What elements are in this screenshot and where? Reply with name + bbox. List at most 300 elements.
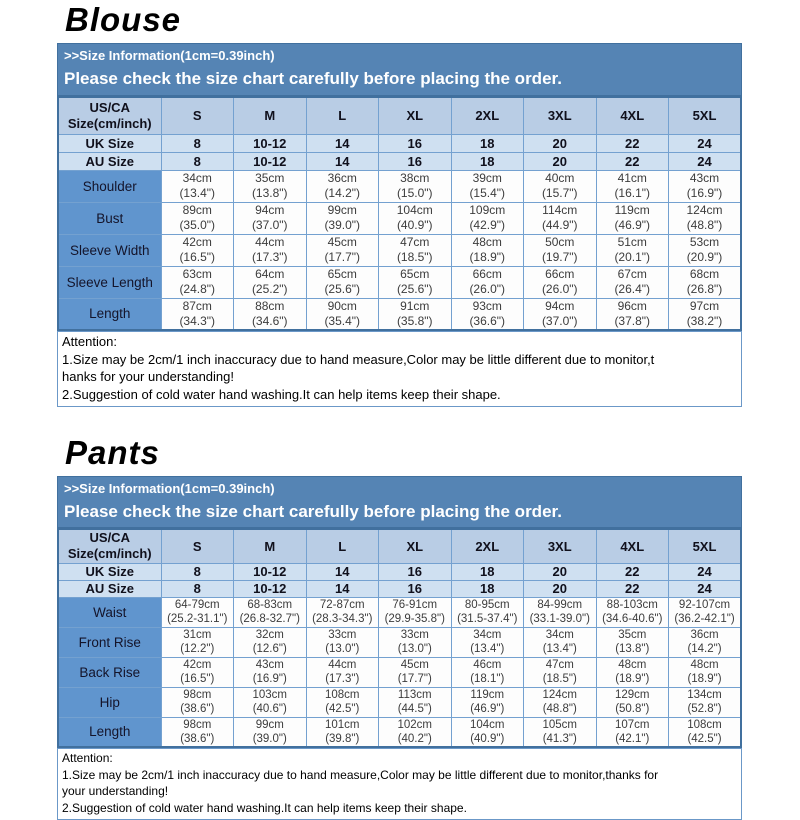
measurement-cell — [596, 170, 669, 202]
value-cm: 43cm — [689, 171, 720, 185]
value-inch: (37.0") — [251, 218, 288, 232]
measurement-cell — [669, 687, 742, 717]
size-header-cell: 3XL — [524, 97, 597, 134]
measurement-cell — [379, 234, 452, 266]
corner-header-line: Size(cm/inch) — [67, 546, 152, 562]
value-inch: (16.1") — [614, 186, 651, 200]
size-number-cell: 22 — [596, 134, 669, 152]
size-header-cell: 3XL — [524, 529, 597, 563]
size-header-cell: XL — [379, 97, 452, 134]
value-inch: (18.5") — [396, 250, 433, 264]
pants-section — [57, 434, 742, 820]
size-number-cell: 14 — [306, 152, 379, 170]
attention-line: Attention: — [62, 751, 113, 765]
value-inch: (33.1-39.0") — [529, 613, 590, 625]
value-inch: (18.9") — [687, 673, 722, 685]
attention-line: Attention: — [62, 334, 117, 349]
value-inch: (18.1") — [470, 673, 505, 685]
row-label: Front Rise — [58, 627, 161, 657]
value-inch: (26.0") — [541, 282, 578, 296]
measurement-row — [58, 298, 741, 330]
pants-size-table — [57, 528, 742, 748]
size-number-cell: 16 — [379, 134, 452, 152]
row-label: AU Size — [58, 580, 161, 597]
measurement-cell — [234, 298, 307, 330]
size-header-cell: 4XL — [596, 529, 669, 563]
value-cm: 34cm — [545, 629, 574, 641]
size-header-cell: 5XL — [669, 529, 742, 563]
measurement-cell — [161, 657, 234, 687]
measurement-cell — [669, 266, 742, 298]
value-cm: 31cm — [183, 629, 212, 641]
size-number-row — [58, 580, 741, 597]
corner-header-line: US/CA — [89, 99, 130, 115]
measurement-cell — [161, 266, 234, 298]
value-cm: 66cm — [472, 267, 502, 281]
measurement-cell — [161, 202, 234, 234]
measurement-cell — [524, 234, 597, 266]
value-inch: (17.3") — [251, 250, 288, 264]
size-number-cell: 18 — [451, 152, 524, 170]
size-number-cell: 14 — [306, 134, 379, 152]
value-cm: 113cm — [397, 689, 432, 701]
value-cm: 47cm — [545, 659, 574, 671]
value-inch: (25.2-31.1") — [167, 613, 228, 625]
size-number-cell: 18 — [451, 580, 524, 597]
size-header-cell: XL — [379, 529, 452, 563]
attention-line: 1.Size may be 2cm/1 inch inaccuracy due to hand measure,Color may be little different due to monitor,thanks for — [62, 767, 659, 782]
measurement-cell — [451, 234, 524, 266]
measurement-cell — [161, 298, 234, 330]
measurement-cell — [524, 627, 597, 657]
value-cm: 63cm — [182, 267, 212, 281]
size-number-cell: 14 — [306, 563, 379, 580]
value-cm: 48cm — [472, 235, 502, 249]
measurement-cell — [306, 298, 379, 330]
attention-line: hanks for your understanding! — [62, 369, 234, 384]
size-header-cell: M — [234, 529, 307, 563]
row-label: Back Rise — [58, 657, 161, 687]
corner-header-cell — [58, 97, 161, 134]
value-cm: 42cm — [182, 235, 212, 249]
measurement-cell — [524, 717, 597, 747]
value-inch: (26.4") — [614, 282, 651, 296]
measurement-cell — [306, 597, 379, 627]
size-header-cell: S — [161, 97, 234, 134]
value-cm: 36cm — [690, 629, 719, 641]
value-inch: (48.8") — [542, 703, 577, 715]
measurement-cell — [596, 717, 669, 747]
value-cm: 64cm — [255, 267, 285, 281]
check-chart-notice: Please check the size chart carefully before placing the order. — [64, 502, 562, 521]
value-cm: 48cm — [690, 659, 719, 671]
value-inch: (16.9") — [686, 186, 723, 200]
value-cm: 99cm — [255, 718, 284, 731]
value-cm: 99cm — [327, 203, 357, 217]
value-cm: 45cm — [400, 659, 429, 671]
value-inch: (46.9") — [470, 703, 505, 715]
measurement-cell — [306, 202, 379, 234]
measurement-cell — [451, 597, 524, 627]
measurement-cell — [524, 597, 597, 627]
value-cm: 91cm — [400, 298, 430, 313]
value-cm: 44cm — [255, 235, 285, 249]
value-cm: 64-79cm — [174, 599, 220, 611]
size-number-cell: 24 — [669, 563, 742, 580]
value-inch: (28.3-34.3") — [312, 613, 373, 625]
blouse-size-table — [57, 96, 742, 331]
measurement-cell — [596, 627, 669, 657]
value-cm: 124cm — [686, 203, 723, 217]
value-inch: (16.9") — [252, 673, 287, 685]
size-header-cell: S — [161, 529, 234, 563]
corner-header-line: US/CA — [89, 530, 130, 546]
value-cm: 94cm — [545, 298, 575, 313]
value-cm: 108cm — [324, 689, 360, 701]
value-cm: 32cm — [255, 629, 284, 641]
size-number-cell: 10-12 — [234, 152, 307, 170]
value-cm: 76-91cm — [392, 599, 438, 611]
size-number-cell: 16 — [379, 580, 452, 597]
size-number-row — [58, 563, 741, 580]
value-cm: 90cm — [327, 298, 357, 313]
measurement-cell — [379, 717, 452, 747]
value-inch: (25.6") — [324, 282, 361, 296]
value-inch: (15.7") — [541, 186, 578, 200]
value-inch: (40.2") — [397, 732, 432, 745]
value-inch: (16.5") — [180, 673, 215, 685]
size-number-cell: 10-12 — [234, 134, 307, 152]
value-inch: (50.8") — [615, 703, 650, 715]
value-cm: 51cm — [617, 235, 647, 249]
value-cm: 44cm — [328, 659, 357, 671]
value-inch: (39.8") — [325, 732, 360, 745]
size-number-cell: 8 — [161, 580, 234, 597]
value-inch: (37.0") — [541, 313, 578, 328]
size-header-cell: 4XL — [596, 97, 669, 134]
value-inch: (13.0") — [325, 643, 360, 655]
value-inch: (14.2") — [687, 643, 722, 655]
value-inch: (26.0") — [469, 282, 506, 296]
measurement-cell — [161, 597, 234, 627]
value-cm: 88-103cm — [606, 599, 658, 611]
value-inch: (36.6") — [469, 313, 506, 328]
value-inch: (18.9") — [469, 250, 506, 264]
value-inch: (19.7") — [541, 250, 578, 264]
size-header-cell: L — [306, 97, 379, 134]
measurement-cell — [524, 687, 597, 717]
value-cm: 34cm — [473, 629, 502, 641]
size-information-label: >>Size Information(1cm=0.39inch) — [64, 481, 275, 496]
value-inch: (52.8") — [687, 703, 722, 715]
measurement-cell — [234, 266, 307, 298]
measurement-cell — [379, 597, 452, 627]
size-number-cell: 20 — [524, 152, 597, 170]
value-inch: (26.8-32.7") — [239, 613, 300, 625]
value-cm: 134cm — [687, 689, 722, 701]
size-header-cell: 5XL — [669, 97, 742, 134]
value-inch: (34.6-40.6") — [602, 613, 663, 625]
value-inch: (35.8") — [396, 313, 433, 328]
measurement-cell — [596, 202, 669, 234]
value-cm: 98cm — [183, 689, 212, 701]
measurement-cell — [451, 687, 524, 717]
value-cm: 93cm — [472, 298, 502, 313]
value-inch: (37.8") — [614, 313, 651, 328]
value-cm: 68-83cm — [247, 599, 293, 611]
value-inch: (36.2-42.1") — [674, 613, 735, 625]
value-cm: 67cm — [617, 267, 647, 281]
value-cm: 104cm — [396, 203, 433, 217]
measurement-cell — [161, 627, 234, 657]
pants-attention-box — [57, 748, 742, 820]
value-cm: 48cm — [618, 659, 647, 671]
value-cm: 102cm — [397, 718, 433, 731]
measurement-row — [58, 202, 741, 234]
value-cm: 65cm — [400, 267, 430, 281]
value-inch: (44.9") — [541, 218, 578, 232]
value-cm: 80-95cm — [464, 599, 510, 611]
measurement-cell — [306, 234, 379, 266]
size-number-cell: 22 — [596, 563, 669, 580]
value-inch: (26.8") — [686, 282, 723, 296]
row-label: Length — [58, 717, 161, 747]
blouse-title: Blouse — [65, 1, 182, 38]
size-number-cell: 16 — [379, 563, 452, 580]
value-cm: 89cm — [182, 203, 212, 217]
row-label: Bust — [58, 202, 161, 234]
value-inch: (14.2") — [324, 186, 361, 200]
value-cm: 33cm — [328, 629, 357, 641]
measurement-cell — [451, 657, 524, 687]
measurement-cell — [451, 627, 524, 657]
size-number-cell: 18 — [451, 134, 524, 152]
value-cm: 42cm — [183, 659, 212, 671]
value-inch: (16.5") — [179, 250, 216, 264]
measurement-cell — [669, 170, 742, 202]
size-header-cell: M — [234, 97, 307, 134]
value-cm: 35cm — [255, 171, 285, 185]
value-cm: 39cm — [472, 171, 502, 185]
measurement-row — [58, 266, 741, 298]
measurement-cell — [161, 170, 234, 202]
measurement-cell — [234, 202, 307, 234]
measurement-cell — [306, 717, 379, 747]
value-cm: 88cm — [255, 298, 285, 313]
size-number-row — [58, 134, 741, 152]
value-cm: 97cm — [689, 298, 720, 313]
measurement-cell — [161, 234, 234, 266]
value-inch: (40.6") — [252, 703, 287, 715]
value-inch: (31.5-37.4") — [457, 613, 518, 625]
corner-header-line: Size(cm/inch) — [67, 115, 152, 131]
measurement-cell — [306, 170, 379, 202]
size-number-cell: 8 — [161, 563, 234, 580]
measurement-cell — [379, 687, 452, 717]
value-cm: 119cm — [614, 203, 650, 217]
row-label: Hip — [58, 687, 161, 717]
size-number-cell: 22 — [596, 152, 669, 170]
value-inch: (29.9-35.8") — [384, 613, 445, 625]
value-cm: 47cm — [400, 235, 430, 249]
value-cm: 104cm — [469, 718, 505, 731]
pants-banner — [57, 476, 742, 528]
check-chart-notice: Please check the size chart carefully before placing the order. — [64, 69, 562, 88]
measurement-cell — [669, 627, 742, 657]
measurement-cell — [451, 170, 524, 202]
value-inch: (15.4") — [469, 186, 506, 200]
attention-line: 2.Suggestion of cold water hand washing.It can help items keep their shape. — [62, 800, 467, 815]
measurement-cell — [379, 202, 452, 234]
value-cm: 124cm — [542, 689, 578, 701]
value-cm: 34cm — [182, 171, 212, 185]
value-cm: 92-107cm — [678, 599, 731, 611]
measurement-cell — [524, 298, 597, 330]
row-label: Sleeve Length — [58, 266, 161, 298]
value-cm: 45cm — [327, 235, 357, 249]
value-inch: (42.9") — [469, 218, 506, 232]
measurement-cell — [234, 657, 307, 687]
value-inch: (39.0") — [252, 732, 287, 745]
row-label: AU Size — [58, 152, 161, 170]
size-number-cell: 22 — [596, 580, 669, 597]
row-label: UK Size — [58, 563, 161, 580]
value-inch: (18.5") — [542, 673, 577, 685]
value-inch: (13.4") — [542, 643, 577, 655]
value-inch: (15.0") — [396, 186, 433, 200]
measurement-cell — [306, 266, 379, 298]
measurement-cell — [306, 627, 379, 657]
size-number-cell: 18 — [451, 563, 524, 580]
value-cm: 38cm — [400, 171, 430, 185]
value-inch: (13.4") — [179, 186, 216, 200]
value-cm: 50cm — [545, 235, 575, 249]
value-inch: (12.6") — [252, 643, 287, 655]
value-inch: (42.5") — [687, 732, 722, 745]
size-number-cell: 20 — [524, 580, 597, 597]
value-cm: 109cm — [469, 203, 506, 217]
value-inch: (12.2") — [180, 643, 215, 655]
value-inch: (20.1") — [614, 250, 651, 264]
value-cm: 46cm — [473, 659, 502, 671]
row-label: Shoulder — [58, 170, 161, 202]
value-cm: 68cm — [689, 267, 720, 281]
measurement-row — [58, 234, 741, 266]
value-inch: (42.5") — [325, 703, 360, 715]
row-label: Waist — [58, 597, 161, 627]
row-label: Length — [58, 298, 161, 330]
measurement-row — [58, 597, 741, 627]
measurement-cell — [306, 687, 379, 717]
value-inch: (41.3") — [542, 732, 577, 745]
measurement-cell — [669, 298, 742, 330]
value-inch: (38.6") — [180, 703, 215, 715]
corner-header-cell — [58, 529, 161, 563]
measurement-cell — [596, 266, 669, 298]
measurement-cell — [524, 657, 597, 687]
value-cm: 72-87cm — [319, 599, 365, 611]
measurement-cell — [379, 170, 452, 202]
value-cm: 119cm — [470, 689, 505, 701]
value-inch: (17.7") — [324, 250, 361, 264]
value-inch: (46.9") — [614, 218, 651, 232]
measurement-cell — [234, 687, 307, 717]
value-inch: (25.6") — [396, 282, 433, 296]
measurement-cell — [161, 717, 234, 747]
size-number-row — [58, 152, 741, 170]
measurement-row — [58, 687, 741, 717]
row-label: Sleeve Width — [58, 234, 161, 266]
measurement-cell — [306, 657, 379, 687]
value-inch: (34.3") — [179, 313, 216, 328]
value-cm: 101cm — [324, 718, 360, 731]
measurement-cell — [379, 657, 452, 687]
value-cm: 84-99cm — [537, 599, 583, 611]
value-inch: (13.0") — [397, 643, 432, 655]
value-cm: 41cm — [617, 171, 647, 185]
measurement-cell — [669, 657, 742, 687]
value-inch: (35.4") — [324, 313, 361, 328]
value-inch: (17.7") — [397, 673, 432, 685]
value-cm: 96cm — [617, 298, 647, 313]
measurement-cell — [234, 597, 307, 627]
value-inch: (48.8") — [686, 218, 723, 232]
value-inch: (35.0") — [179, 218, 216, 232]
value-inch: (13.8") — [251, 186, 288, 200]
measurement-cell — [524, 170, 597, 202]
measurement-cell — [234, 627, 307, 657]
value-cm: 43cm — [255, 659, 284, 671]
size-number-cell: 8 — [161, 152, 234, 170]
value-cm: 114cm — [542, 203, 578, 217]
value-cm: 36cm — [327, 171, 357, 185]
size-header-cell: 2XL — [451, 529, 524, 563]
measurement-cell — [234, 717, 307, 747]
size-number-cell: 10-12 — [234, 563, 307, 580]
measurement-cell — [524, 266, 597, 298]
value-inch: (38.6") — [180, 732, 215, 745]
value-cm: 107cm — [614, 718, 650, 731]
value-inch: (18.9") — [615, 673, 650, 685]
value-inch: (13.4") — [470, 643, 505, 655]
value-inch: (20.9") — [686, 250, 723, 264]
measurement-cell — [596, 298, 669, 330]
size-number-cell: 20 — [524, 134, 597, 152]
value-cm: 40cm — [545, 171, 575, 185]
size-number-cell: 14 — [306, 580, 379, 597]
measurement-cell — [161, 687, 234, 717]
measurement-cell — [451, 266, 524, 298]
measurement-row — [58, 717, 741, 747]
blouse-section — [57, 0, 742, 407]
measurement-cell — [379, 266, 452, 298]
size-number-cell: 10-12 — [234, 580, 307, 597]
measurement-cell — [669, 202, 742, 234]
blouse-banner — [57, 43, 742, 96]
value-inch: (25.2") — [251, 282, 288, 296]
measurement-cell — [451, 202, 524, 234]
value-cm: 105cm — [542, 718, 578, 731]
value-cm: 129cm — [614, 689, 650, 701]
measurement-cell — [596, 234, 669, 266]
value-inch: (13.8") — [615, 643, 650, 655]
value-inch: (40.9") — [396, 218, 433, 232]
value-inch: (34.6") — [251, 313, 288, 328]
measurement-cell — [234, 170, 307, 202]
value-cm: 103cm — [252, 689, 288, 701]
value-inch: (42.1") — [615, 732, 650, 745]
size-number-cell: 20 — [524, 563, 597, 580]
